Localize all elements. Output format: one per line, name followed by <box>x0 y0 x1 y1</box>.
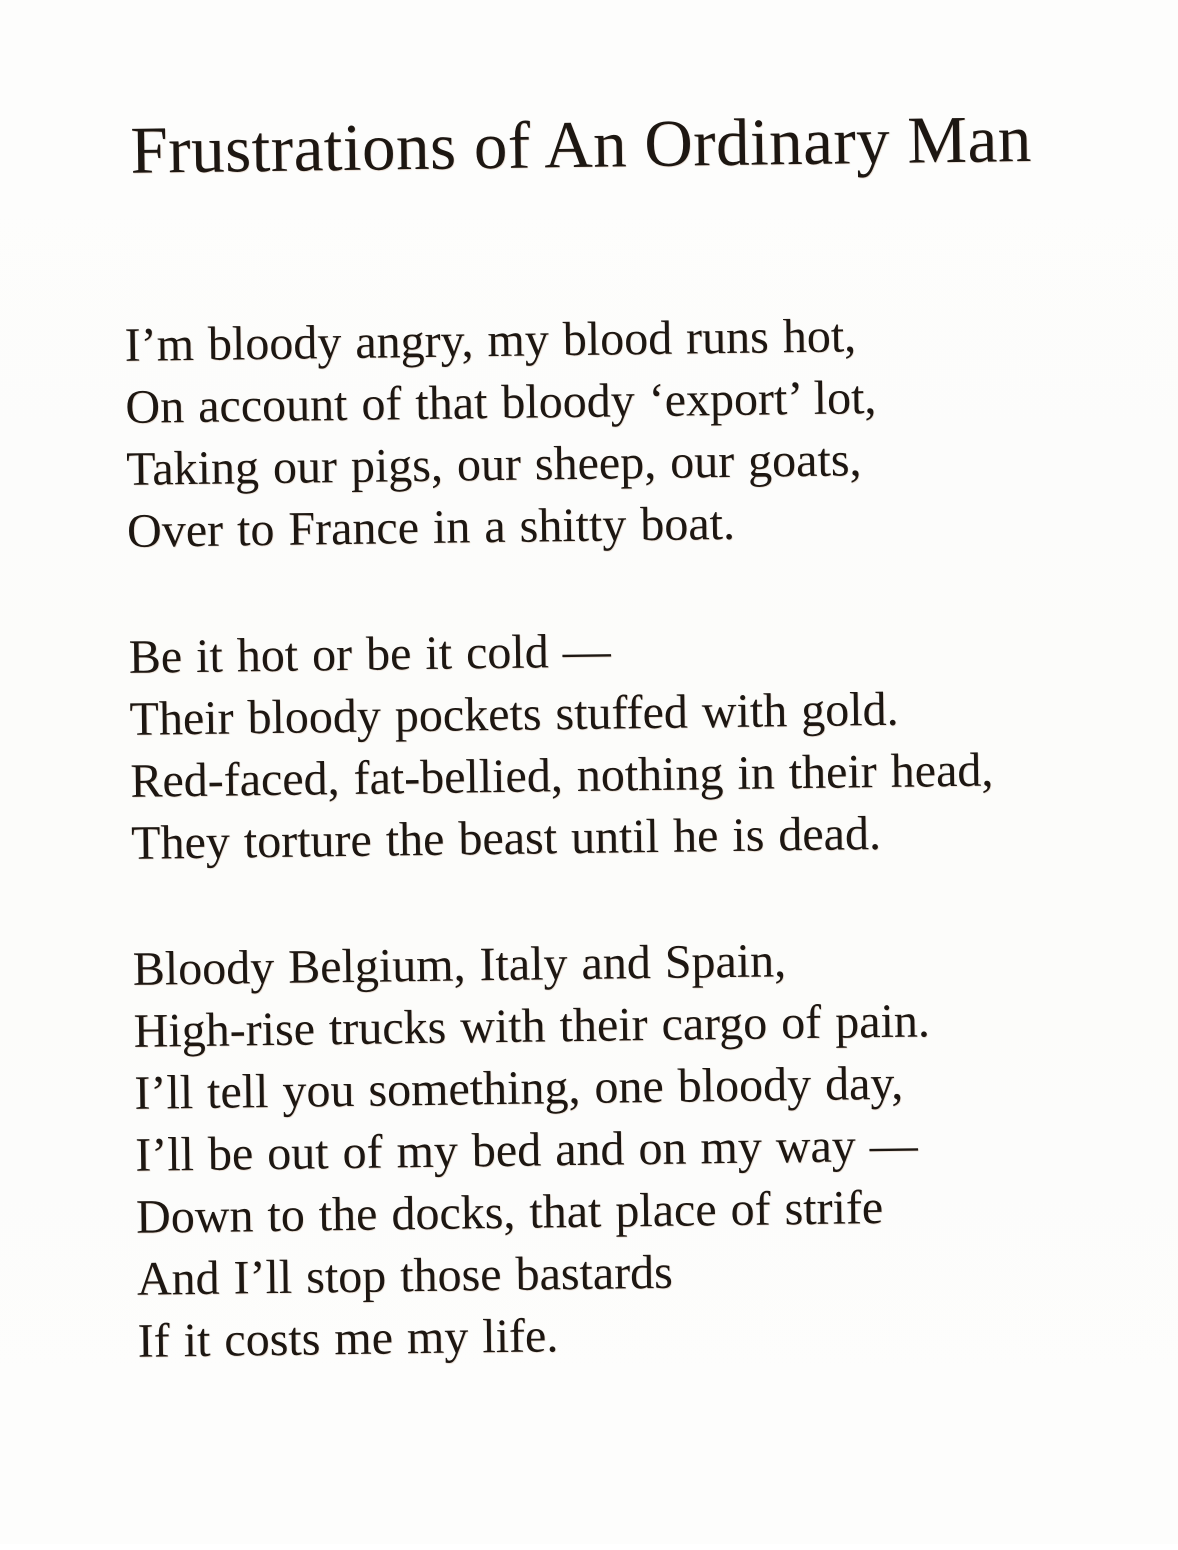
poem-line: Over to France in a shitty boat. <box>126 496 736 558</box>
poem-line: On account of that bloody ‘export’ lot, <box>125 371 877 434</box>
poem-line: And I’ll stop those bastards <box>136 1245 674 1306</box>
poem-line: Their bloody pockets stuffed with gold. <box>129 682 899 746</box>
poem-body <box>124 301 1178 1373</box>
poem-line: Taking our pigs, our sheep, our goats, <box>125 433 862 496</box>
poem-line: I’ll tell you something, one bloody day, <box>134 1056 904 1120</box>
poem-line: Red-faced, fat-bellied, nothing in their head, <box>130 743 994 808</box>
stanza <box>128 613 1178 875</box>
poem-title: Frustrations of An Ordinary Man <box>129 101 1033 188</box>
poem-line: Down to the docks, that place of strife <box>135 1181 884 1244</box>
poem-line: If it costs me my life. <box>137 1309 559 1368</box>
stanza <box>132 925 1178 1373</box>
poem-line: Be it hot or be it cold — <box>128 624 611 684</box>
stanza <box>124 301 1175 563</box>
poem-line: I’m bloody angry, my blood runs hot, <box>124 309 857 372</box>
poem-line: I’ll be out of my bed and on my way — <box>134 1118 919 1182</box>
poem-line: Bloody Belgium, Italy and Spain, <box>132 934 787 996</box>
poem-line: High-rise trucks with their cargo of pain. <box>133 994 931 1058</box>
poem-line: They torture the beast until he is dead. <box>130 807 882 870</box>
